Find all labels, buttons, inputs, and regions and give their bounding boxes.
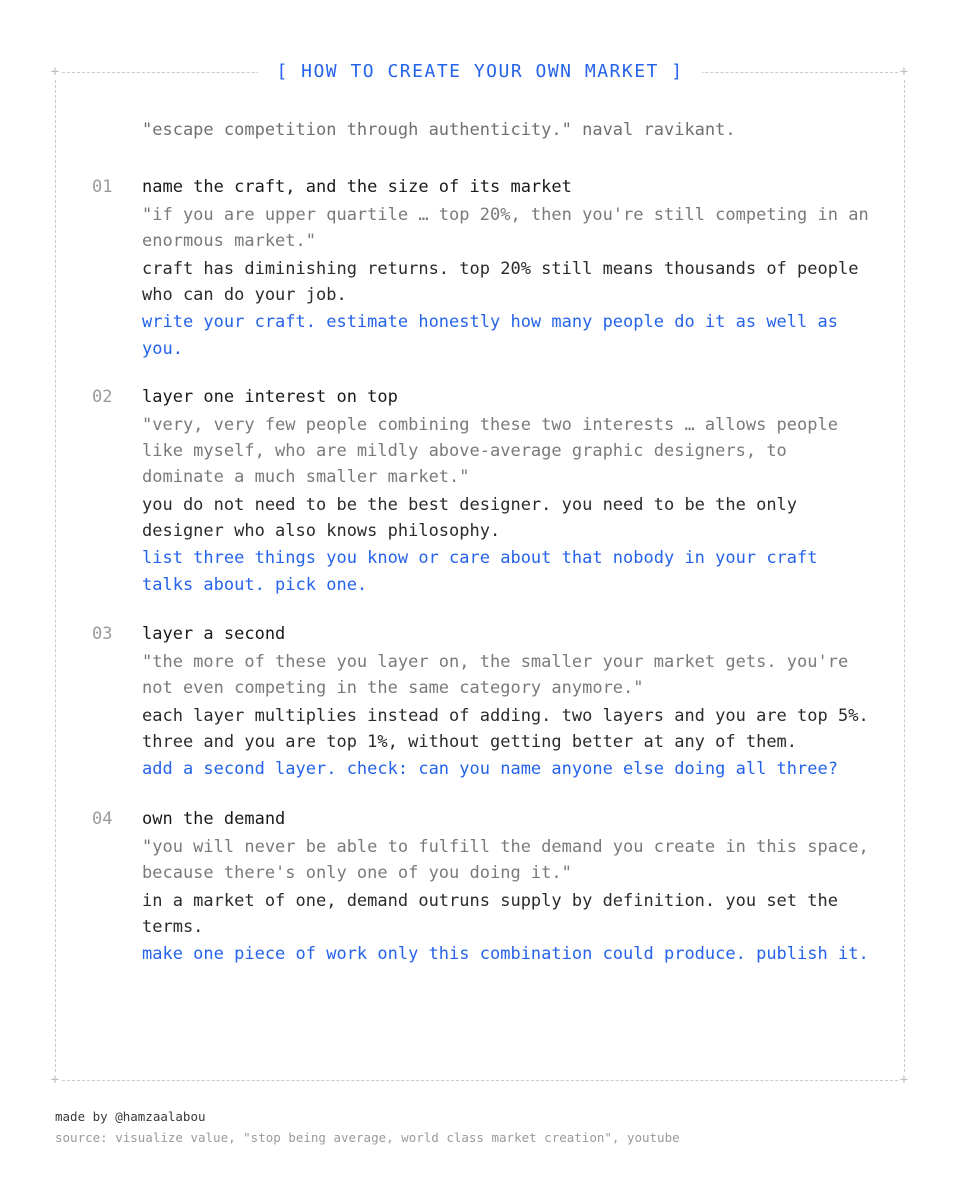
corner-plus-icon: +	[50, 64, 60, 80]
epigraph-quote: "escape competition through authenticity." naval ravikant.	[142, 120, 736, 140]
step-action: add a second layer. check: can you name anyone else doing all three?	[142, 759, 838, 779]
step-explanation: in a market of one, demand outruns supply by definition. you set the terms.	[142, 891, 838, 937]
author-credit: made by @hamzaalabou	[55, 1109, 206, 1124]
step-content	[142, 174, 872, 363]
step-quote: "you will never be able to fulfill the demand you create in this space, because there's only one of you doing it."	[142, 837, 869, 883]
frame-left-border	[55, 80, 56, 1072]
step-number: 04	[92, 809, 113, 829]
source-citation: source: visualize value, "stop being average, world class market creation", youtube	[55, 1130, 680, 1145]
step-quote: "if you are upper quartile … top 20%, then you're still competing in an enormous market."	[142, 205, 869, 251]
step-action: write your craft. estimate honestly how many people do it as well as you.	[142, 312, 838, 359]
step-quote: "very, very few people combining these two interests … allows people like myself, who are mildly above-average graphic designers, to dominate a much smaller market."	[142, 415, 838, 487]
page-title-text: [ HOW TO CREATE YOUR OWN MARKET ]	[258, 61, 701, 82]
step-explanation: craft has diminishing returns. top 20% still means thousands of people who can do your job.	[142, 259, 859, 305]
step-number: 01	[92, 177, 113, 197]
step-action: list three things you know or care about that nobody in your craft talks about. pick one.	[142, 548, 818, 595]
step-title: name the craft, and the size of its market	[142, 177, 572, 197]
step-action: make one piece of work only this combination could produce. publish it.	[142, 944, 869, 964]
step-quote: "the more of these you layer on, the smaller your market gets. you're not even competing in the same category anymore."	[142, 652, 849, 698]
corner-plus-icon: +	[899, 64, 909, 80]
page-title	[0, 58, 960, 86]
step-number: 03	[92, 624, 113, 644]
frame-right-border	[904, 80, 905, 1072]
step-number: 02	[92, 387, 113, 407]
corner-plus-icon: +	[50, 1072, 60, 1088]
step-title: layer a second	[142, 624, 286, 644]
step-content	[142, 384, 872, 599]
corner-plus-icon: +	[899, 1072, 909, 1088]
step-explanation: you do not need to be the best designer. you need to be the only designer who also knows philosophy.	[142, 495, 798, 541]
step-content	[142, 621, 872, 783]
step-title: own the demand	[142, 809, 286, 829]
step-title: layer one interest on top	[142, 387, 398, 407]
step-explanation: each layer multiplies instead of adding. two layers and you are top 5%. three and you are top 1%, without getting better at any of them.	[142, 706, 869, 752]
step-content	[142, 806, 872, 968]
frame-bottom-border	[62, 1080, 898, 1081]
